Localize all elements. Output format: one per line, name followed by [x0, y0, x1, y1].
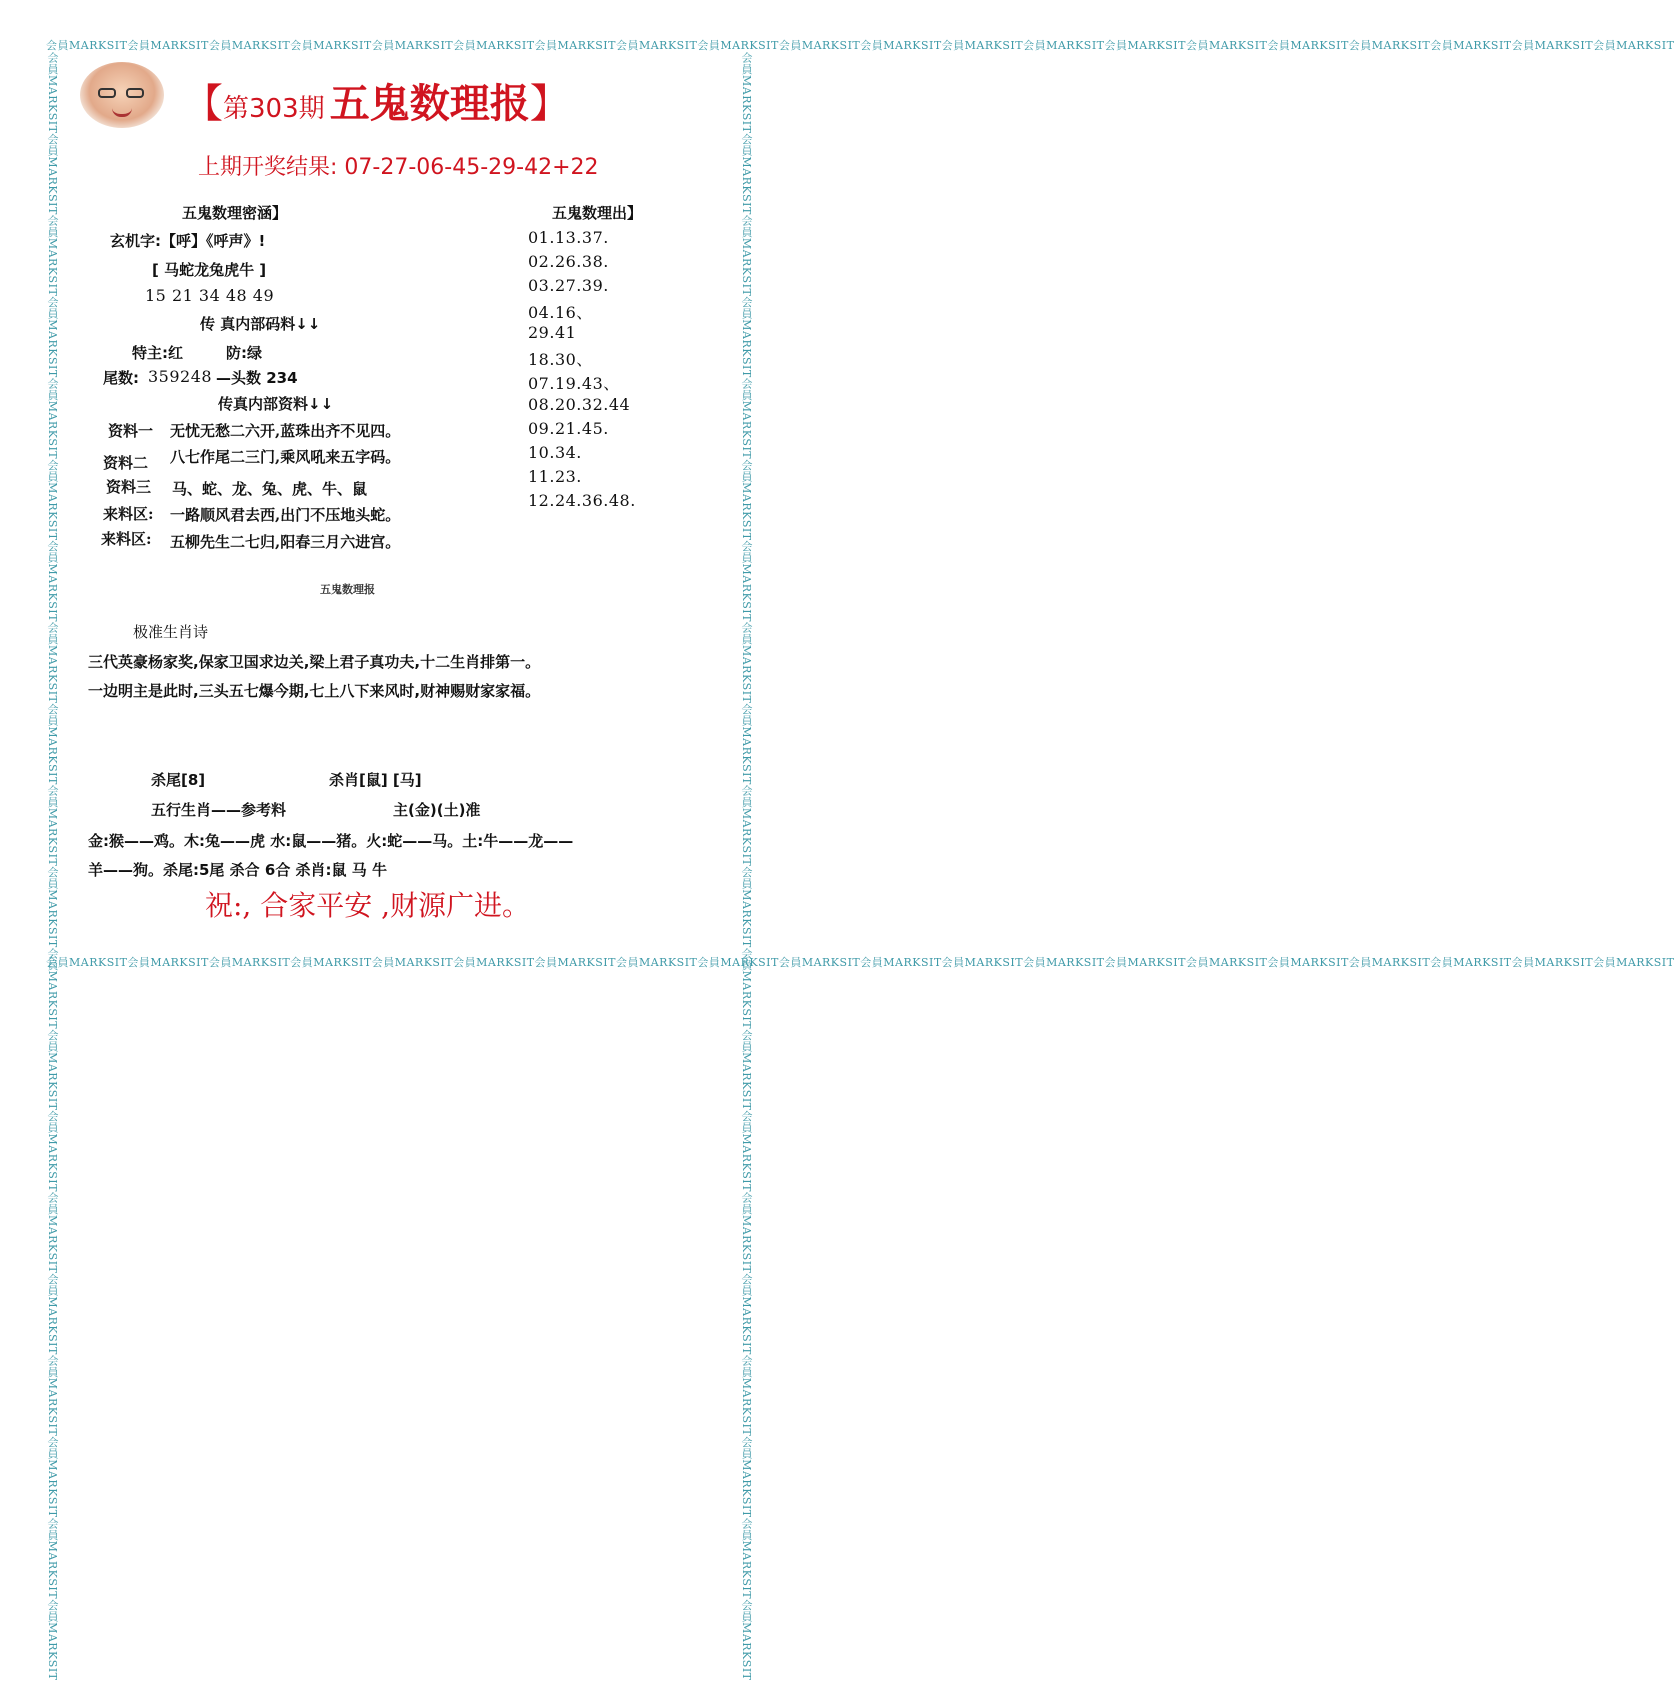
elements-line-2: 羊——狗。杀尾:5尾 杀合 6合 杀肖:鼠 马 牛 — [88, 861, 387, 879]
kill-zodiac: 杀肖[鼠] [马] — [329, 771, 422, 789]
right-item: 07.19.43、 — [528, 374, 620, 393]
left-heading: 五鬼数理密涵】 — [182, 204, 288, 222]
riddle: 玄机字:【呼】《呼声》! — [110, 232, 266, 250]
head-numbers: —头数 234 — [216, 369, 298, 387]
fax-code-heading: 传 真内部码料↓↓ — [200, 315, 321, 333]
border-top: 会員MARKSIT会員MARKSIT会員MARKSIT会員MARKSIT会員MARKSIT会員MARKSIT会員MARKSIT会員MARKSIT会員MARKSIT会員MARKSIT会員MARKSIT会員MARKSIT会員MARKSIT会員MARKSIT会員MARKSIT会員MARKSIT会員MARKSIT会員MARKSIT会員MARKSIT会員MARKSIT — [46, 39, 1675, 52]
right-item: 10.34. — [528, 443, 582, 462]
poem-title: 极准生肖诗 — [133, 623, 209, 641]
right-item: 11.23. — [528, 467, 582, 486]
right-item: 01.13.37. — [528, 228, 609, 247]
last-result — [198, 150, 599, 181]
right-item: 08.20.32.44 — [528, 395, 631, 414]
right-item: 29.41 — [528, 323, 577, 342]
title-bracket-close: 】 — [529, 81, 570, 127]
right-item: 03.27.39. — [528, 276, 609, 295]
right-heading: 五鬼数理出】 — [552, 204, 643, 222]
data-label-4: 来料区: — [103, 505, 154, 523]
tail-label: 尾数: — [103, 369, 139, 387]
last-result-label: 上期开奖结果: — [198, 155, 338, 180]
zodiac-numbers: 15 21 34 48 49 — [145, 286, 275, 305]
title-main: 五鬼数理报 — [329, 80, 530, 127]
data-label-1: 资料一 — [108, 422, 154, 440]
smile-icon — [112, 108, 132, 117]
page-title — [183, 72, 570, 129]
five-elements-heading: 五行生肖——参考料 — [151, 801, 287, 819]
right-item: 18.30、 — [528, 350, 593, 369]
main-element: 主(金)(土)准 — [393, 801, 481, 819]
data-label-3: 资料三 — [106, 478, 152, 496]
zodiac-box: [ 马蛇龙兔虎牛 ] — [152, 261, 267, 279]
glasses-icon — [98, 88, 146, 98]
data-text-4: 一路顺风君去西,出门不压地头蛇。 — [170, 506, 401, 524]
border-left: 会員MARKSIT会員MARKSIT会員MARKSIT会員MARKSIT会員MARKSIT会員MARKSIT会員MARKSIT会員MARKSIT会員MARKSIT会員MARKSIT会員MARKSIT会員MARKSIT会員MARKSIT会員MARKSIT会員MARKSIT会員MARKSIT会員MARKSIT会員MARKSIT会員MARKSIT会員MARKSIT — [46, 52, 59, 1681]
right-item: 09.21.45. — [528, 419, 609, 438]
poem-line-1: 三代英豪杨家奖,保家卫国求边关,梁上君子真功夫,十二生肖排第一。 — [88, 653, 541, 671]
data-text-3: 马、蛇、龙、兔、虎、牛、鼠 — [172, 480, 368, 498]
right-item: 12.24.36.48. — [528, 491, 636, 510]
border-right: 会員MARKSIT会員MARKSIT会員MARKSIT会員MARKSIT会員MARKSIT会員MARKSIT会員MARKSIT会員MARKSIT会員MARKSIT会員MARKSIT会員MARKSIT会員MARKSIT会員MARKSIT会員MARKSIT会員MARKSIT会員MARKSIT会員MARKSIT会員MARKSIT会員MARKSIT会員MARKSIT — [740, 52, 753, 1681]
tail-value: 359248 — [148, 367, 213, 386]
data-text-2: 八七作尾二三门,乘风吼来五字码。 — [170, 448, 401, 466]
kill-tail: 杀尾[8] — [151, 771, 206, 789]
section-subhead: 五鬼数理报 — [320, 583, 375, 596]
right-item: 02.26.38. — [528, 252, 609, 271]
guard-color: 防:绿 — [226, 344, 262, 362]
avatar — [80, 62, 164, 128]
fax-data-heading: 传真内部资料↓↓ — [218, 395, 334, 413]
border-bottom: 会員MARKSIT会員MARKSIT会員MARKSIT会員MARKSIT会員MARKSIT会員MARKSIT会員MARKSIT会員MARKSIT会員MARKSIT会員MARKSIT会員MARKSIT会員MARKSIT会員MARKSIT会員MARKSIT会員MARKSIT会員MARKSIT会員MARKSIT会員MARKSIT会員MARKSIT会員MARKSIT — [46, 956, 1675, 969]
last-result-value: 07-27-06-45-29-42+22 — [344, 155, 599, 180]
poem-line-2: 一边明主是此时,三头五七爆今期,七上八下来风时,财神赐财家家福。 — [88, 682, 541, 700]
issue-number: 第303期 — [223, 94, 325, 124]
data-label-2: 资料二 — [103, 454, 149, 472]
data-text-1: 无忧无愁二六开,蓝珠出齐不见四。 — [170, 422, 401, 440]
right-item: 04.16、 — [528, 303, 593, 322]
title-bracket-open: 【 — [183, 81, 223, 127]
special-main: 特主:红 — [132, 344, 183, 362]
blessing: 祝:, 合家平安 ,财源广进。 — [205, 889, 531, 922]
elements-line-1: 金:猴——鸡。木:兔——虎 水:鼠——猪。火:蛇——马。土:牛——龙—— — [88, 832, 574, 850]
data-label-5: 来料区: — [101, 530, 152, 548]
data-text-5: 五柳先生二七归,阳春三月六进宫。 — [170, 533, 401, 551]
